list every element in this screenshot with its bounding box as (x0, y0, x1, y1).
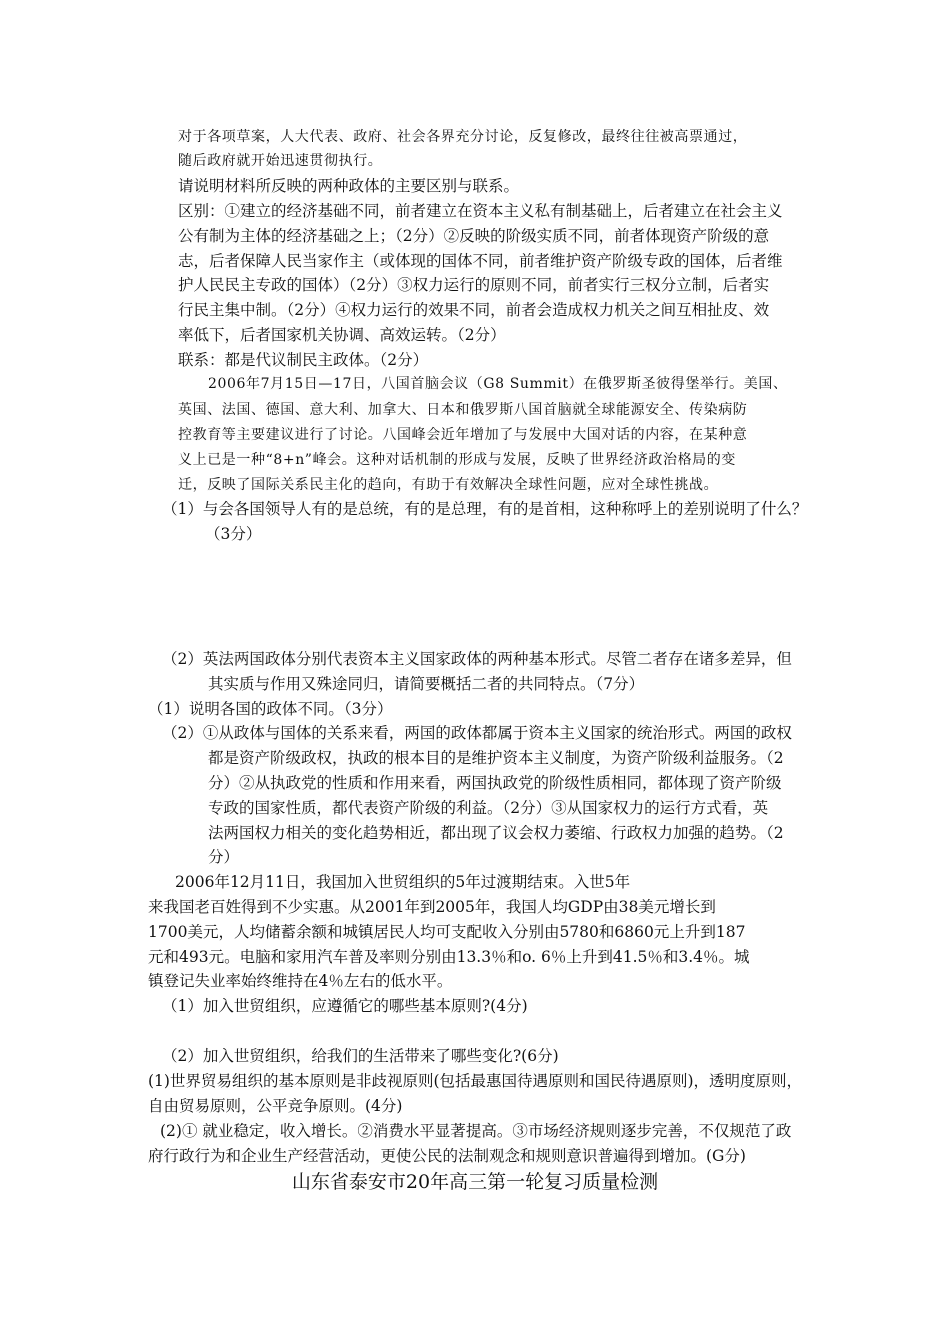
text-line: 公有制为主体的经济基础之上；（2分）②反映的阶级实质不同，前者体现资产阶级的意 (178, 227, 770, 245)
answer-line: 法两国权力相关的变化趋势相近，都出现了议会权力萎缩、行政权力加强的趋势。（2 (208, 824, 784, 842)
question-line: （1）加入世贸组织，应遵循它的哪些基本原则?(4分) (162, 997, 528, 1015)
answer-line: 都是资产阶级政权，执政的根本目的是维护资本主义制度，为资产阶级利益服务。（2 (208, 749, 784, 767)
question-line: （1）与会各国领导人有的是总统，有的是总理，有的是首相，这种称呼上的差别说明了什么？ (162, 500, 808, 518)
text-line: 对于各项草案，人大代表、政府、社会各界充分讨论，反复修改，最终往往被高票通过， (178, 129, 748, 145)
answer-line: （1）说明各国的政体不同。（3分） (148, 700, 393, 718)
text-line: 联系：都是代议制民主政体。（2分） (178, 351, 429, 369)
answer-line: 分）②从执政党的性质和作用来看，两国执政党的阶级性质相同，都体现了资产阶级 (208, 774, 782, 792)
answer-line: (2)① 就业稳定，收入增长。②消费水平显著提高。③市场经济规则逐步完善，不仅规范了政 (160, 1122, 792, 1140)
text-line: 元和493元。电脑和家用汽车普及率则分别由13.3％和o. 6％上升到41.5％和3.4％。城 (148, 948, 750, 966)
text-line: 志，后者保障人民当家作主（或体现的国体不同，前者维护资产阶级专政的国体，后者维 (178, 252, 783, 270)
text-line: 控教育等主要建议进行了讨论。八国峰会近年增加了与发展中大国对话的内容，在某种意 (178, 427, 748, 443)
text-line: 英国、法国、德国、意大利、加拿大、日本和俄罗斯八国首脑就全球能源安全、传染病防 (178, 402, 748, 418)
answer-line: (1)世界贸易组织的基本原则是非歧视原则(包括最惠国待遇原则和国民待遇原则)，透明度原则， (148, 1072, 803, 1090)
text-line: 2006年12月11日，我国加入世贸组织的5年过渡期结束。入世5年 (175, 873, 631, 891)
question-line: （2）加入世贸组织，给我们的生活带来了哪些变化?(6分) (162, 1047, 559, 1065)
text-line: 护人民民主专政的国体）（2分）③权力运行的原则不同，前者实行三权分立制，后者实 (178, 276, 770, 294)
question-line: 其实质与作用又殊途同归，请简要概括二者的共同特点。（7分） (208, 675, 645, 693)
answer-line: 专政的国家性质，都代表资产阶级的利益。（2分）③从国家权力的运行方式看，英 (208, 799, 769, 817)
text-line: 率低下，后者国家机关协调、高效运转。（2分） (178, 326, 506, 344)
question-line: （2）英法两国政体分别代表资本主义国家政体的两种基本形式。尽管二者存在诸多差异，但 (162, 650, 792, 668)
text-line: 随后政府就开始迅速贯彻执行。 (178, 153, 383, 169)
text-line: 区别：①建立的经济基础不同，前者建立在资本主义私有制基础上，后者建立在社会主义 (178, 202, 783, 220)
text-line: 义上已是一种“8+n”峰会。这种对话机制的形成与发展，反映了世界经济政治格局的变 (178, 452, 736, 468)
text-line: 行民主集中制。（2分）④权力运行的效果不同，前者会造成权力机关之间互相扯皮、效 (178, 301, 770, 319)
answer-line: 府行政行为和企业生产经营活动，更使公民的法制观念和规则意识普遍得到增加。(G分) (148, 1147, 746, 1165)
text-line: 请说明材料所反映的两种政体的主要区别与联系。 (178, 177, 520, 195)
text-line: 2006年7月15日—17日，八国首脑会议（G8 Summit）在俄罗斯圣彼得堡举行。美国、 (208, 376, 788, 392)
text-line: 迁，反映了国际关系民主化的趋向，有助于有效解决全球性问题，应对全球性挑战。 (178, 477, 719, 493)
answer-line: 分） (208, 848, 240, 866)
answer-line: （2）①从政体与国体的关系来看，两国的政体都属于资本主义国家的统治形式。两国的政权 (162, 724, 792, 742)
answer-line: 自由贸易原则，公平竞争原则。(4分) (148, 1097, 403, 1115)
text-line: 镇登记失业率始终维持在4％左右的低水平。 (148, 972, 453, 990)
text-line: 1700美元，人均储蓄余额和城镇居民人均可支配收入分别由5780和6860元上升到187 (148, 923, 746, 941)
footer-title: 山东省泰安市20年高三第一轮复习质量检测 (291, 1171, 659, 1193)
text-line: 来我国老百姓得到不少实惠。从2001年到2005年，我国人均GDP由38美元增长到 (148, 898, 716, 916)
question-line: （3分） (205, 525, 262, 543)
